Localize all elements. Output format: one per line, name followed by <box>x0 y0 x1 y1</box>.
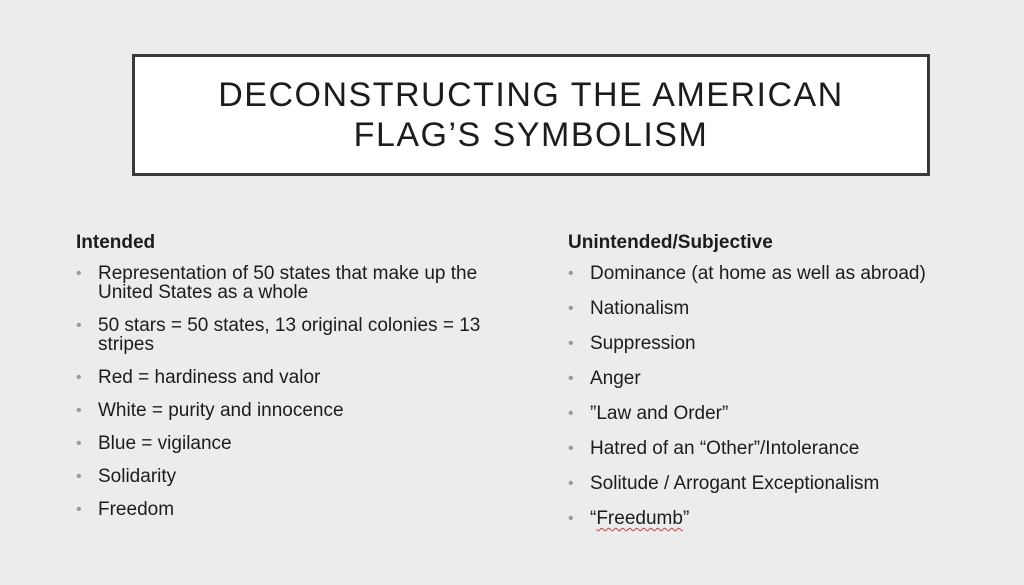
intended-heading: Intended <box>76 232 156 253</box>
spellcheck-flagged-word: Freedumb <box>596 508 683 529</box>
list-item: • Hatred of an “Other”/Intolerance <box>568 439 1008 458</box>
slide-title-box <box>132 54 930 176</box>
list-item: • Solitude / Arrogant Exceptionalism <box>568 474 1008 493</box>
list-item-freedumb <box>568 509 1008 528</box>
list-item: • Freedom <box>76 500 506 519</box>
slide-title-line-2: FLAG’S SYMBOLISM <box>353 116 709 154</box>
list-item: • Dominance (at home as well as abroad) <box>568 264 1008 283</box>
list-item: • Red = hardiness and valor <box>76 368 506 387</box>
unintended-list <box>568 264 1008 528</box>
list-item: • Solidarity <box>76 467 506 486</box>
close-quote: ” <box>682 508 690 529</box>
intended-list <box>76 264 506 519</box>
list-item: • Anger <box>568 369 1008 388</box>
list-item: • Representation of 50 states that make up the United States as a whole <box>76 264 506 302</box>
list-item: • ”Law and Order” <box>568 404 1008 423</box>
slide-title-line-1: DECONSTRUCTING THE AMERICAN <box>218 76 844 114</box>
unintended-column <box>568 232 1008 544</box>
list-item: • Nationalism <box>568 299 1008 318</box>
unintended-heading: Unintended/Subjective <box>568 232 773 253</box>
list-item: • 50 stars = 50 states, 13 original colonies = 13 stripes <box>76 316 506 354</box>
list-item: • Suppression <box>568 334 1008 353</box>
open-quote: “ <box>590 508 597 529</box>
list-item: • White = purity and innocence <box>76 401 506 420</box>
intended-column <box>76 232 506 533</box>
list-item: • Blue = vigilance <box>76 434 506 453</box>
